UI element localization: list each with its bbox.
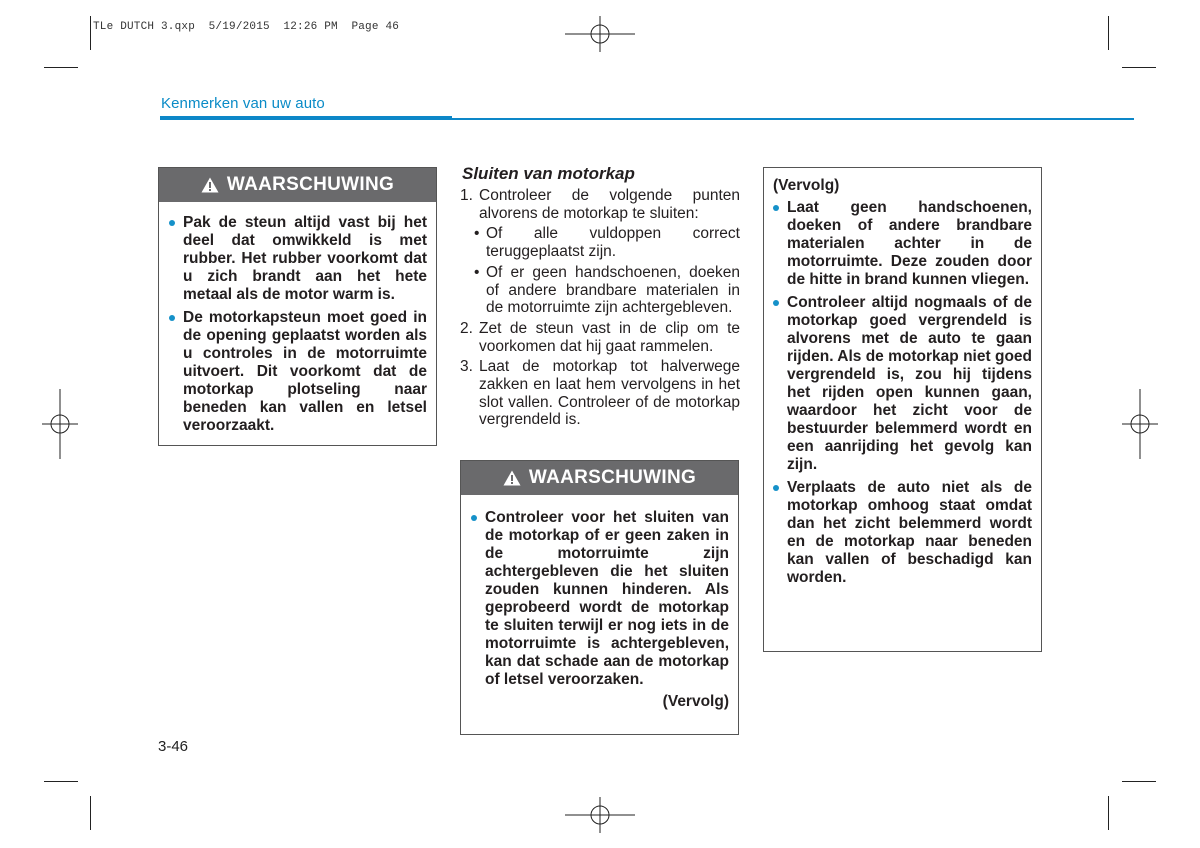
registration-mark-icon xyxy=(565,797,635,833)
warning-box-left xyxy=(158,167,437,446)
section-title: Sluiten van motorkap xyxy=(462,164,635,183)
section-header-title: Kenmerken van uw auto xyxy=(161,95,325,112)
warning-triangle-icon xyxy=(201,177,219,193)
warning-box-middle xyxy=(460,460,739,735)
warning-heading xyxy=(159,168,436,202)
step-3: 3. Laat de motorkap tot halverwege zakken en laat hem vervolgens in het slot vallen. Controleer of de motorkap vergrendeld is. xyxy=(460,358,740,429)
warning-heading-text: WAARSCHUWING xyxy=(226,174,395,195)
print-slug: TLe DUTCH 3.qxp 5/19/2015 12:26 PM Page 46 xyxy=(93,21,400,33)
warning-heading-text: WAARSCHUWING xyxy=(528,467,697,488)
step-2: 2. Zet de steun vast in de clip om te voorkomen dat hij gaat rammelen. xyxy=(460,319,740,355)
warning-item: Verplaats de auto niet als de motorkap omhoog staat omdat dan het zicht belemmerd wordt en de motorkap naar beneden kan vallen of beschadigd kan worden. xyxy=(773,479,1032,587)
continued-label: (Vervolg) xyxy=(662,693,729,710)
warning-heading xyxy=(461,461,738,495)
registration-mark-icon xyxy=(1122,389,1158,459)
warning-box-right xyxy=(763,167,1042,652)
warning-item: Controleer voor het sluiten van de motorkap of er geen zaken in de motorruimte zijn achtergebleven die het sluiten zouden kunnen hinderen. Als geprobeerd wordt de motorkap te sluiten terwijl er nog iets in de motorruimte is achtergebleven, kan dat schade aan de motorkap of letsel veroorzaken. xyxy=(471,509,729,689)
warning-triangle-icon xyxy=(503,470,521,486)
header-rule-thick xyxy=(160,116,452,120)
registration-mark-icon xyxy=(565,16,635,52)
continued-heading: (Vervolg) xyxy=(773,177,840,194)
procedure-steps xyxy=(460,187,740,432)
warning-item: De motorkapsteun moet goed in de opening geplaatst worden als u controles in de motorruimte uitvoert. Dit voorkomt dat de motorkap plotseling naar beneden kan vallen en letsel veroorzaakt. xyxy=(169,309,427,435)
header-rule-thin xyxy=(452,118,1134,120)
warning-item: Pak de steun altijd vast bij het deel dat omwikkeld is met rubber. Het rubber voorkomt dat u zich brandt aan het hete metaal als de motor warm is. xyxy=(169,214,427,304)
step-1-sub-item: • Of alle vuldoppen correct teruggeplaatst zijn. xyxy=(474,225,740,261)
warning-item: Laat geen handschoenen, doeken of andere brandbare materialen achter in de motorruimte. Deze zouden door de hitte in brand kunnen vliegen. xyxy=(773,199,1032,289)
page-number: 3-46 xyxy=(158,738,189,755)
registration-mark-icon xyxy=(42,389,78,459)
step-1-sub-item: • Of er geen handschoenen, doeken of andere brandbare materialen in de motorruimte zijn achtergebleven. xyxy=(474,263,740,317)
warning-item: Controleer altijd nogmaals of de motorkap goed vergrendeld is alvorens met de auto te gaan rijden. Als de motorkap niet goed vergrendeld is, zou hij tijdens het rijden open kunnen gaan, waardoor het zicht voor de bestuurder belemmerd wordt en een aanrijding het gevolg kan zijn. xyxy=(773,294,1032,474)
step-1: 1. Controleer de volgende punten alvorens de motorkap te sluiten: xyxy=(460,187,740,222)
